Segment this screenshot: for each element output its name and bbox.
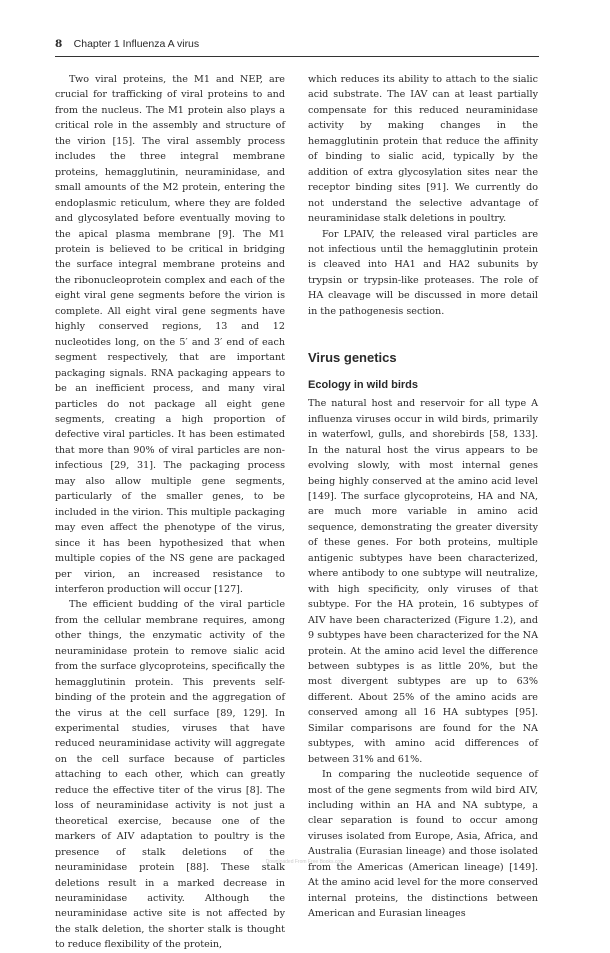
section-heading: Virus genetics [308, 350, 397, 366]
body-paragraph: which reduces its ability to attach to the sialic acid substrate. The IAV can at least partially compensate for this reduced neuraminidase activity by making changes in the hemagglutinin protein that reduce the affinity of binding to sialic acid, typically by the addition of extra glycosylation sites near the receptor binding sites [91]. We currently do not understand the selective advantage of neuraminidase stalk deletions in poultry. [308, 74, 538, 225]
body-paragraph: The natural host and reservoir for all type A influenza viruses occur in wild birds, primarily in waterfowl, gulls, and shorebirds [58, 133]. In the natural host the virus appears to be evolving slowly, with most internal genes being highly conserved at the amino acid level [149]. The surface glycoproteins, HA and NA, are much more variable in amino acid sequence, demonstrating the greater diversity of these genes. For both proteins, multiple antigenic subtypes have been characterized, where antibody to one subtype will neutralize, with high specificity, only viruses of that subtype. For the HA protein, 16 subtypes of AIV have been characterized (Figure 1.2), and 9 subtypes have been characterized for the NA protein. At the amino acid level the difference between subtypes is as little 20%, but the most divergent subtypes are up to 63% different. About 25% of the amino acids are conserved among all 16 HA subtypes [95]. Similar comparisons are found for the NA subtypes, with amino acid differences of between 31% and 61%. [308, 398, 538, 765]
body-paragraph: Two viral proteins, the M1 and NEP, are crucial for trafficking of viral proteins to and from the nucleus. The M1 protein also plays a critical role in the assembly and structure of the virion [15]. The viral assembly process includes the three integral membrane proteins, hemagglutinin, neuraminidase, and small amounts of the M2 protein, entering the endoplasmic reticulum, where they are folded and glycosylated before eventually moving to the apical plasma membrane [9]. The M1 protein is believed to be critical in bridging the surface integral membrane proteins and the ribonucleoprotein complex and each of the eight viral gene segments before the virion is complete. All eight viral gene segments have highly conserved regions, 13 and 12 nucleotides long, on the 5′ and 3′ end of each segment respectively, that are important packaging signals. RNA packaging appears to be an inefficient process, and many viral particles do not package all eight gene segments, creating a high proportion of defective viral particles. It has been estimated that more than 90% of viral particles are non-infectious [29, 31]. The packaging process may also allow multiple gene segments, particularly of the smaller genes, to be included in the virion. This multiple packaging may even affect the phenotype of the virus, since it has been hypothesized that when multiple copies of the NS gene are packaged per virion, an increased resistance to interferon production will occur [127]. [55, 74, 285, 595]
footer-watermark: Downloaded From Free Books.com [265, 859, 345, 865]
subsection-heading: Ecology in wild birds [308, 379, 419, 392]
body-paragraph: In comparing the nucleotide sequence of most of the gene segments from wild bird AIV, including within an HA and NA subtype, a clear separation is found to occur among viruses isolated from Europe, Asia, Africa, and Australia (Eurasian lineage) and those isolated from the Americas (American lineage) [149]. At the amino acid level for the more conserved internal proteins, the distinctions between American and Eurasian lineages [308, 769, 538, 920]
page-number: 8 [55, 38, 63, 50]
body-paragraph: For LPAIV, the released viral particles are not infectious until the hemagglutinin protein is cleaved into HA1 and HA2 subunits by trypsin or trypsin-like proteases. The role of HA cleavage will be discussed in more detail in the pathogenesis section. [308, 228, 538, 317]
right-column [308, 72, 538, 922]
running-header [55, 38, 539, 57]
chapter-title: Chapter 1 Influenza A virus [73, 38, 200, 50]
body-paragraph: The efficient budding of the viral particle from the cellular membrane requires, among other things, the enzymatic activity of the neuraminidase protein to remove sialic acid from the surface glycoproteins, specifically the hemagglutinin protein. This prevents self-binding of the protein and the aggregation of the virus at the cell surface [89, 129]. In experimental studies, viruses that have reduced neuraminidase activity will aggregate on the cell surface because of particles attaching to each other, which can greatly reduce the effective titer of the virus [8]. The loss of neuraminidase activity is not just a theoretical exercise, because one of the markers of AIV adaptation to poultry is the presence of stalk deletions of the neuraminidase protein [88]. These stalk deletions result in a marked decrease in neuraminidase activity. Although the neuraminidase active site is not affected by the stalk deletion, the shorter stalk is thought to reduce flexibility of the protein, [55, 599, 285, 951]
left-column [55, 72, 285, 953]
